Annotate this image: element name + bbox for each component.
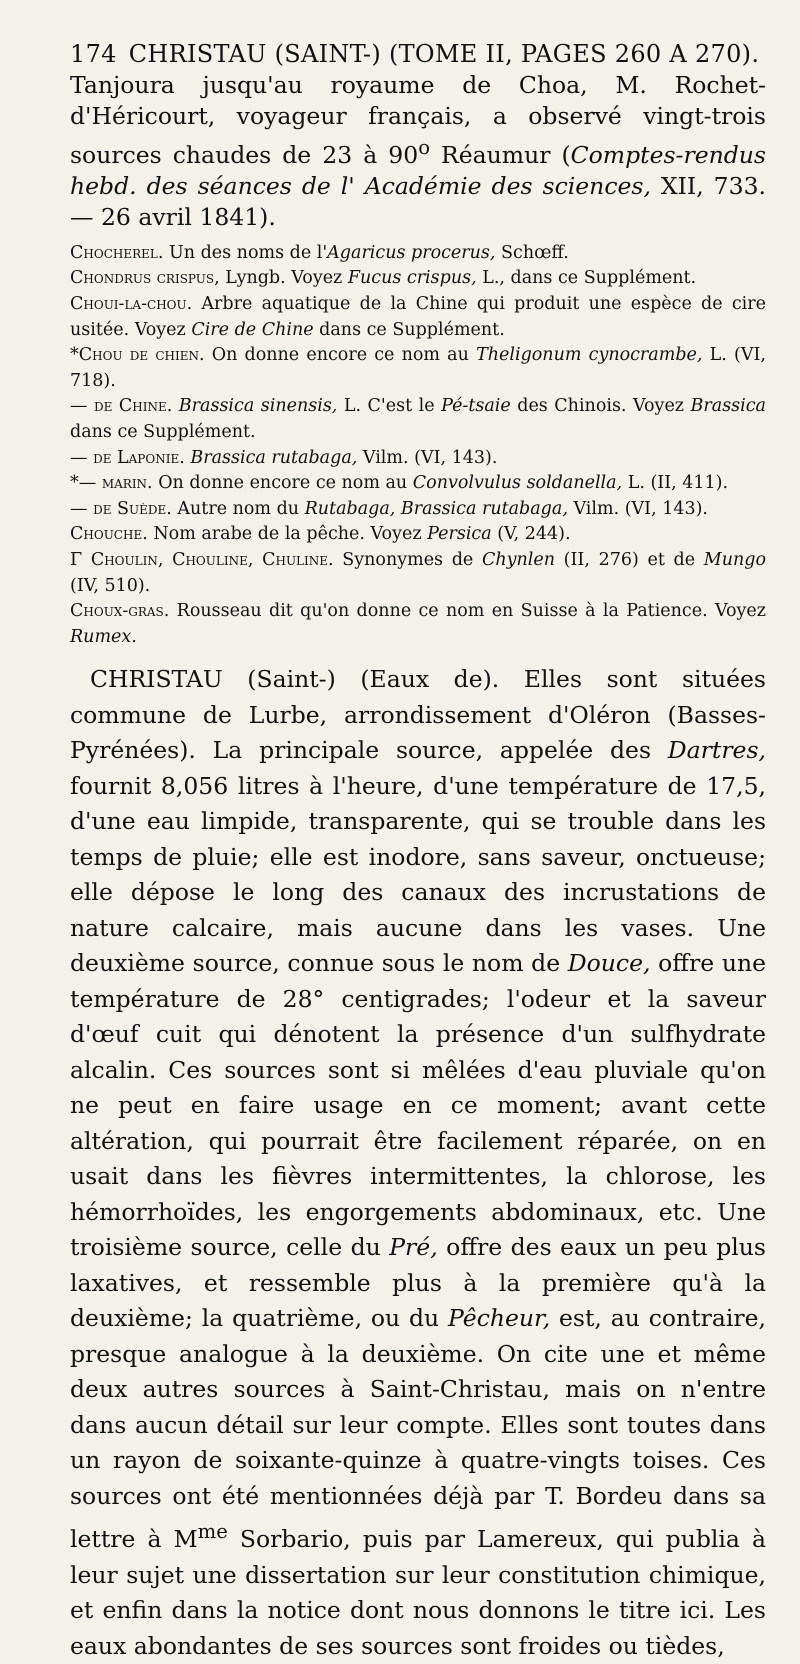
entry-text: dans ce Supplément. — [313, 319, 505, 340]
article-italic: Douce, — [567, 949, 651, 978]
entry-italic: Fucus crispus, — [347, 268, 477, 289]
entry-italic: Brassica sinensis, — [172, 396, 338, 417]
entry-headword: Chou de chien. — [78, 345, 205, 366]
entry-dash: *— — [70, 473, 102, 494]
article-text: fournit 8,056 litres à l'heure, d'une température de 17,5, d'une eau limpide, transparente, qui se trouble dans les temps de pluie; elle est inodore, sans saveur, onctueuse; elle dépose le long des canaux des incrustations de nature calcaire, mais aucune dans les vases. Une deuxième source, connue sous le nom de — [70, 771, 766, 978]
entry-text: (II, 276) et de — [555, 549, 704, 570]
entry-text: Un des noms de l' — [163, 242, 328, 263]
entry-choux-gras — [70, 599, 766, 650]
entry-italic: Theligonum cynocrambe, — [476, 345, 703, 366]
header-reference: (TOME II, PAGES 260 A 270). — [388, 40, 760, 68]
entry-text: On donne encore ce nom au — [152, 473, 413, 494]
entry-text: Arbre aquatique de la Chine qui produit une espèce de cire usitée. Voyez — [70, 294, 766, 340]
entry-asterisk: * — [70, 345, 79, 366]
entry-italic: Convolvulus soldanella, — [412, 473, 623, 494]
continuation-paragraph — [70, 70, 766, 233]
entry-text: dans ce Supplément. — [70, 421, 256, 442]
article-headword: CHRISTAU — [90, 665, 223, 694]
entry-italic: Rutabaga, Brassica rutabaga, — [304, 498, 568, 519]
article-text: Sorbario, puis par Lamereux, qui publia à leur sujet une dissertation sur leur constitution chimique, et enfin dans la notice dont nous donnons le titre ici. Les eaux abondantes de ses sources sont froides ou tièdes, — [70, 1525, 766, 1660]
entry-text: L. C'est le — [337, 396, 442, 417]
article-text: offre des eaux un peu plus laxatives, et ressemble plus à la première qu'à la deuxième; la quatrième, ou du — [70, 1233, 766, 1333]
entry-text: Lyngb. Voyez — [219, 268, 348, 289]
article-italic: Pré, — [389, 1233, 438, 1262]
running-header — [70, 40, 766, 68]
entry-headword: Choui-la-chou. — [70, 294, 193, 315]
entry-de-chine — [70, 394, 766, 445]
entry-italic: Brassica rutabaga, — [184, 447, 358, 468]
entry-italic: Brassica — [690, 396, 766, 417]
entry-text: Vilm. (VI, 143). — [567, 498, 708, 519]
entry-text: (V, 244). — [491, 524, 571, 545]
entry-text: L. (VI, 718). — [70, 345, 766, 391]
entry-text: des Chinois. Voyez — [510, 396, 691, 417]
entry-text: On donne encore ce nom au — [204, 345, 477, 366]
entry-italic: Pé-tsaie — [441, 396, 511, 417]
entry-text: L. (II, 411). — [622, 473, 729, 494]
entry-text: (IV, 510). — [70, 575, 151, 596]
lead-text-1: Tanjoura jusqu'au royaume de Choa, M. Rochet-d'Héricourt, voyageur français, a observé vingt-trois sources chaudes de 23 à 90 — [70, 71, 766, 169]
entry-headword: Chondrus crispus, — [70, 268, 220, 289]
lead-text-2: Réaumur ( — [429, 140, 571, 169]
entry-italic: Persica — [427, 524, 492, 545]
entry-dash: — — [70, 447, 94, 468]
entry-choui-la-chou — [70, 292, 766, 343]
entry-italic: Rumex. — [70, 626, 137, 647]
entry-chouche — [70, 522, 766, 548]
entry-headword: Choulin, Chouline, Chuline. — [90, 549, 334, 570]
article-italic: Pêcheur, — [448, 1304, 551, 1333]
entry-italic: Mungo — [703, 549, 766, 570]
entry-chou-de-chien — [70, 343, 766, 394]
article-italic: Dartres, — [667, 736, 766, 765]
entry-chondrus — [70, 266, 766, 292]
article-text: offre une température de 28° centigrades; l'odeur et la saveur d'œuf cuit qui dénotent la présence d'un sulfhydrate alcalin. Ces sources sont si mêlées d'eau pluviale qu'on ne peut en faire usage en ce moment; avant cette altération, qui pourrait être facilement réparée, on en usait dans les fièvres intermittentes, la chlorose, les hémorrhoïdes, les engorgements abdominaux, etc. Une troisième source, celle du — [70, 949, 766, 1262]
entry-headword: Choux-gras. — [70, 601, 170, 622]
entry-headword: Chouche. — [70, 524, 148, 545]
entry-choulin — [70, 548, 766, 599]
entry-dash: — — [70, 396, 94, 417]
article-text: (Saint-) (Eaux de). Elles sont situées commune de Lurbe, arrondissement d'Oléron (Basses-Pyrénées). La principale source, appelée des — [70, 665, 766, 765]
entry-text: Nom arabe de la pêche. Voyez — [147, 524, 428, 545]
entry-de-laponie — [70, 446, 766, 472]
entry-marin — [70, 471, 766, 497]
entry-text: L., dans ce Supplément. — [476, 268, 697, 289]
entry-headword: Chocherel. — [70, 242, 164, 263]
entry-text: Vilm. (VI, 143). — [357, 447, 498, 468]
entry-italic: Cire de Chine — [191, 319, 314, 340]
entry-headword: de Chine. — [94, 396, 173, 417]
entry-de-suede — [70, 497, 766, 523]
entry-headword: marin. — [101, 473, 153, 494]
superscript-me: me — [197, 1520, 228, 1544]
entry-italic: Agaricus procerus, — [327, 242, 496, 263]
main-article-christau — [70, 662, 766, 1664]
entry-headword: de Suède. — [93, 498, 172, 519]
entry-italic: Chynlen — [481, 549, 555, 570]
entry-headword: de Laponie. — [93, 447, 185, 468]
entry-text: Schœff. — [495, 242, 569, 263]
page-number: 174 — [70, 40, 117, 68]
header-title: CHRISTAU (SAINT-) — [128, 40, 381, 68]
entry-dash: — — [70, 498, 94, 519]
degree-mark: o — [418, 136, 430, 159]
lead-text-3: XII, 733. — 26 avril 1841). — [70, 171, 766, 231]
article-text: est, au contraire, presque analogue à la deuxième. On cite une et même deux autres sources à Saint-Christau, mais on n'entre dans aucun détail sur leur compte. Elles sont toutes dans un rayon de soixante-quinze à quatre-vingts toises. Ces sources ont été mentionnées déjà par T. Bordeu dans sa lettre à M — [70, 1304, 766, 1554]
entry-text: Rousseau dit qu'on donne ce nom en Suisse à la Patience. Voyez — [169, 601, 766, 622]
entry-text: Autre nom du — [171, 498, 305, 519]
lead-citation: Comptes-rendus hebd. des séances de l' Académie des sciences, — [70, 140, 766, 200]
margin-mark: Γ — [70, 549, 91, 570]
entry-chocherel — [70, 241, 766, 267]
entry-text: Synonymes de — [333, 549, 482, 570]
